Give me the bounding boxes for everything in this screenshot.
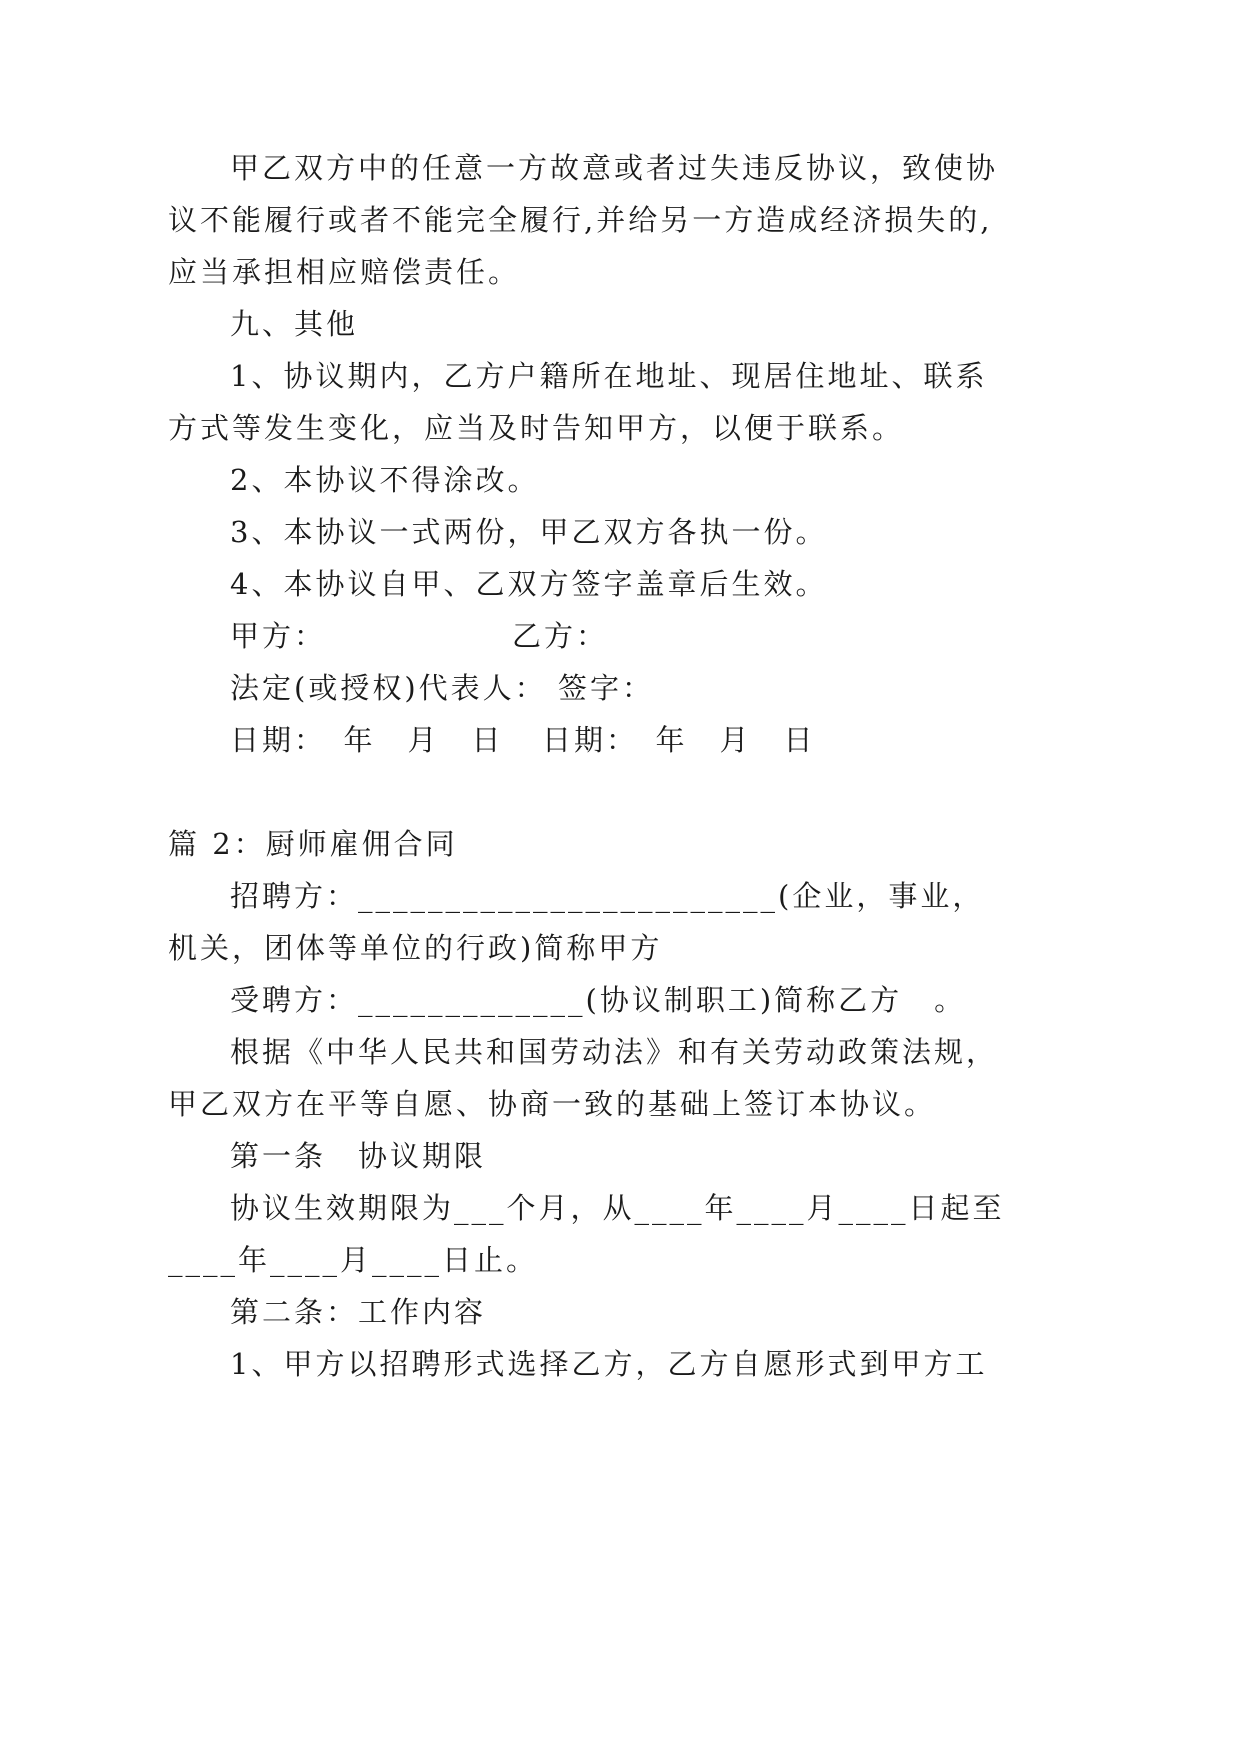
date-a-label: 日期： 年 月 日 [230,723,504,757]
section-heading: 九、其他 [230,307,359,341]
paragraph-line: 协议生效期限为___个月，从____年____月____日起至 [230,1191,1005,1225]
party-b-label: 乙方： [512,619,609,653]
list-item: 3、本协议一式两份，甲乙双方各执一份。 [230,515,828,549]
paragraph-line: ____年____月____日止。 [168,1243,539,1277]
list-item: 4、本协议自甲、乙双方签字盖章后生效。 [230,567,828,601]
paragraph-line: 甲乙双方中的任意一方故意或者过失违反协议，致使协 [230,151,999,185]
list-item: 2、本协议不得涂改。 [230,463,540,497]
paragraph-line: 受聘方：_____________(协议制职工)简称乙方 。 [230,983,967,1017]
signature-label: 签字： [558,671,655,705]
party-a-label: 甲方： [230,619,327,653]
paragraph-line: 根据《中华人民共和国劳动法》和有关劳动政策法规， [230,1035,999,1069]
paragraph-line: 机关，团体等单位的行政)简称甲方 [168,931,663,965]
list-item: 方式等发生变化，应当及时告知甲方，以便于联系。 [168,411,905,445]
article-heading: 第二条：工作内容 [230,1295,487,1329]
paragraph-line: 应当承担相应赔偿责任。 [168,255,521,289]
document-title: 篇 2：厨师雇佣合同 [168,827,458,861]
paragraph-line: 甲乙双方在平等自愿、协商一致的基础上签订本协议。 [168,1087,937,1121]
paragraph-line: 议不能履行或者不能完全履行,并给另一方造成经济损失的, [168,203,993,237]
paragraph-line: 1、甲方以招聘形式选择乙方，乙方自愿形式到甲方工 [230,1347,988,1381]
paragraph-line: 招聘方：________________________(企业，事业， [230,879,985,913]
list-item: 1、协议期内，乙方户籍所在地址、现居住地址、联系 [230,359,988,393]
legal-rep-label: 法定(或授权)代表人： [230,671,547,705]
article-heading: 第一条 协议期限 [230,1139,487,1173]
date-b-label: 日期： 年 月 日 [542,723,816,757]
